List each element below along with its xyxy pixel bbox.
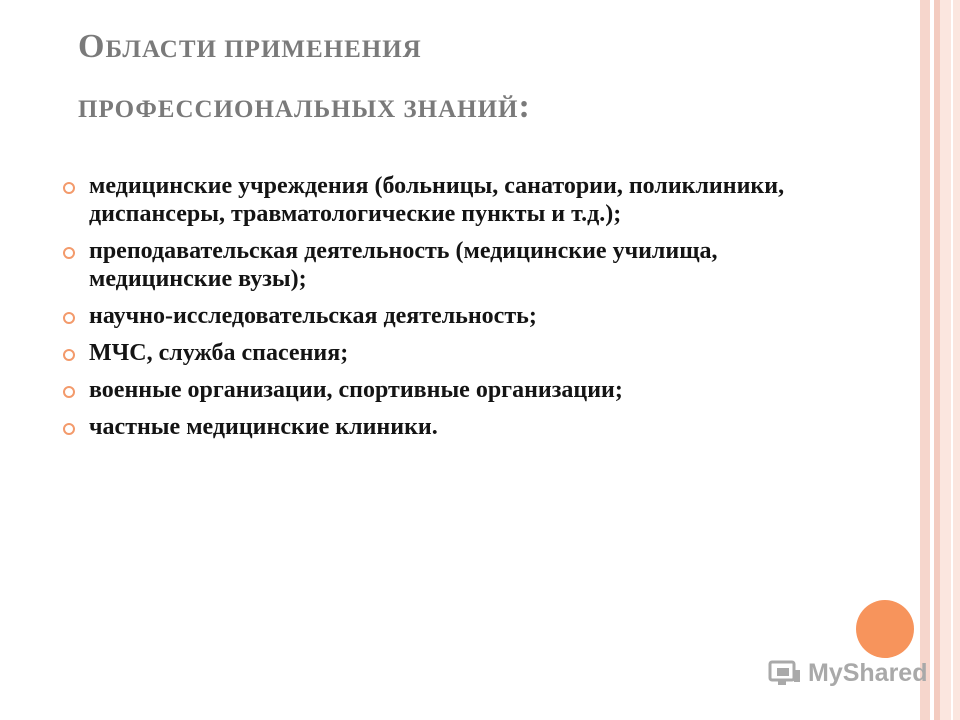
bullet-circle-icon xyxy=(63,182,75,194)
title-line-1 xyxy=(78,20,898,80)
myshared-logo-icon xyxy=(768,658,802,688)
decor-stripe xyxy=(920,0,930,720)
bullet-circle-icon xyxy=(63,386,75,398)
list-item xyxy=(60,413,820,441)
list-item-text: военные организации, спортивные организации; xyxy=(89,377,623,403)
watermark-text: MyShared xyxy=(808,658,928,687)
title-line-2-text: ПРОФЕССИОНАЛЬНЫХ ЗНАНИЙ xyxy=(78,96,519,123)
title-initial: О xyxy=(78,28,106,65)
list-item xyxy=(60,302,820,330)
decor-circle xyxy=(856,600,914,658)
bullet-circle-icon xyxy=(63,423,75,435)
list-item-text: частные медицинские клиники. xyxy=(89,414,438,440)
application-areas-list xyxy=(60,172,820,450)
bullet-circle-icon xyxy=(63,349,75,361)
watermark-logo[interactable] xyxy=(768,656,927,690)
slide-title xyxy=(78,20,898,140)
title-line-2 xyxy=(78,80,898,140)
title-line-1-text: БЛАСТИ ПРИМЕНЕНИЯ xyxy=(105,36,422,63)
list-item-text: медицинские учреждения (больницы, санатории, поликлиники, диспансеры, травматологические пункты и т.д.); xyxy=(89,173,785,227)
list-item-text: преподавательская деятельность (медицинские училища, медицинские вузы); xyxy=(89,238,718,292)
list-item xyxy=(60,339,820,367)
list-item xyxy=(60,237,820,293)
title-colon: : xyxy=(518,88,531,125)
decor-stripe xyxy=(951,0,953,720)
list-item xyxy=(60,376,820,404)
bullet-circle-icon xyxy=(63,247,75,259)
decor-stripe xyxy=(940,0,960,720)
list-item xyxy=(60,172,820,228)
bullet-circle-icon xyxy=(63,312,75,324)
list-item-text: МЧС, служба спасения; xyxy=(89,340,349,366)
list-item-text: научно-исследовательская деятельность; xyxy=(89,303,537,329)
